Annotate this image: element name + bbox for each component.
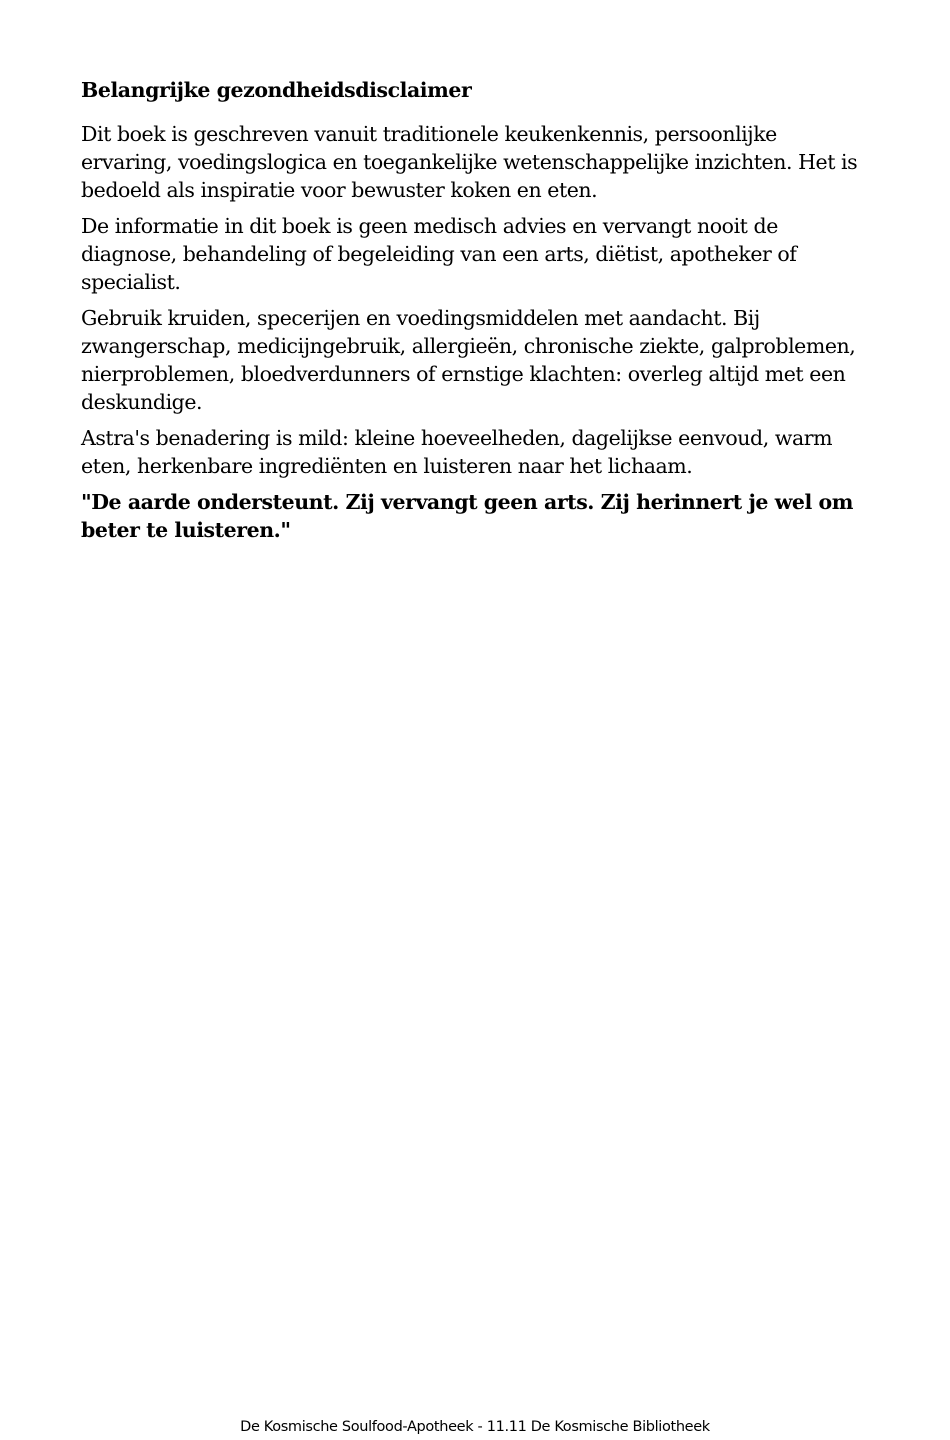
paragraph-usage-caution: Gebruik kruiden, specerijen en voedingsmiddelen met aandacht. Bij zwangerschap, medicijngebruik, allergieën, chronische ziekte, galproblemen, nierproblemen, bloedverdunners of ernstige klachten: overleg altijd met een deskundige. <box>81 306 856 414</box>
section-heading: Belangrijke gezondheidsdisclaimer <box>81 78 472 102</box>
paragraph-intro: Dit boek is geschreven vanuit traditionele keukenkennis, persoonlijke ervaring, voedingslogica en toegankelijke wetenschappelijke inzichten. Het is bedoeld als inspiratie voor bewuster koken en eten. <box>81 122 858 202</box>
page-content <box>81 76 871 544</box>
paragraph-medical-advice: De informatie in dit boek is geen medisch advies en vervangt nooit de diagnose, behandeling of begeleiding van een arts, diëtist, apotheker of specialist. <box>81 214 797 294</box>
closing-quote: "De aarde ondersteunt. Zij vervangt geen arts. Zij herinnert je wel om beter te luisteren." <box>81 490 853 542</box>
page-footer: De Kosmische Soulfood-Apotheek - 11.11 De Kosmische Bibliotheek <box>240 1419 710 1435</box>
paragraph-approach: Astra's benadering is mild: kleine hoeveelheden, dagelijkse eenvoud, warm eten, herkenbare ingrediënten en luisteren naar het lichaam. <box>81 426 833 478</box>
